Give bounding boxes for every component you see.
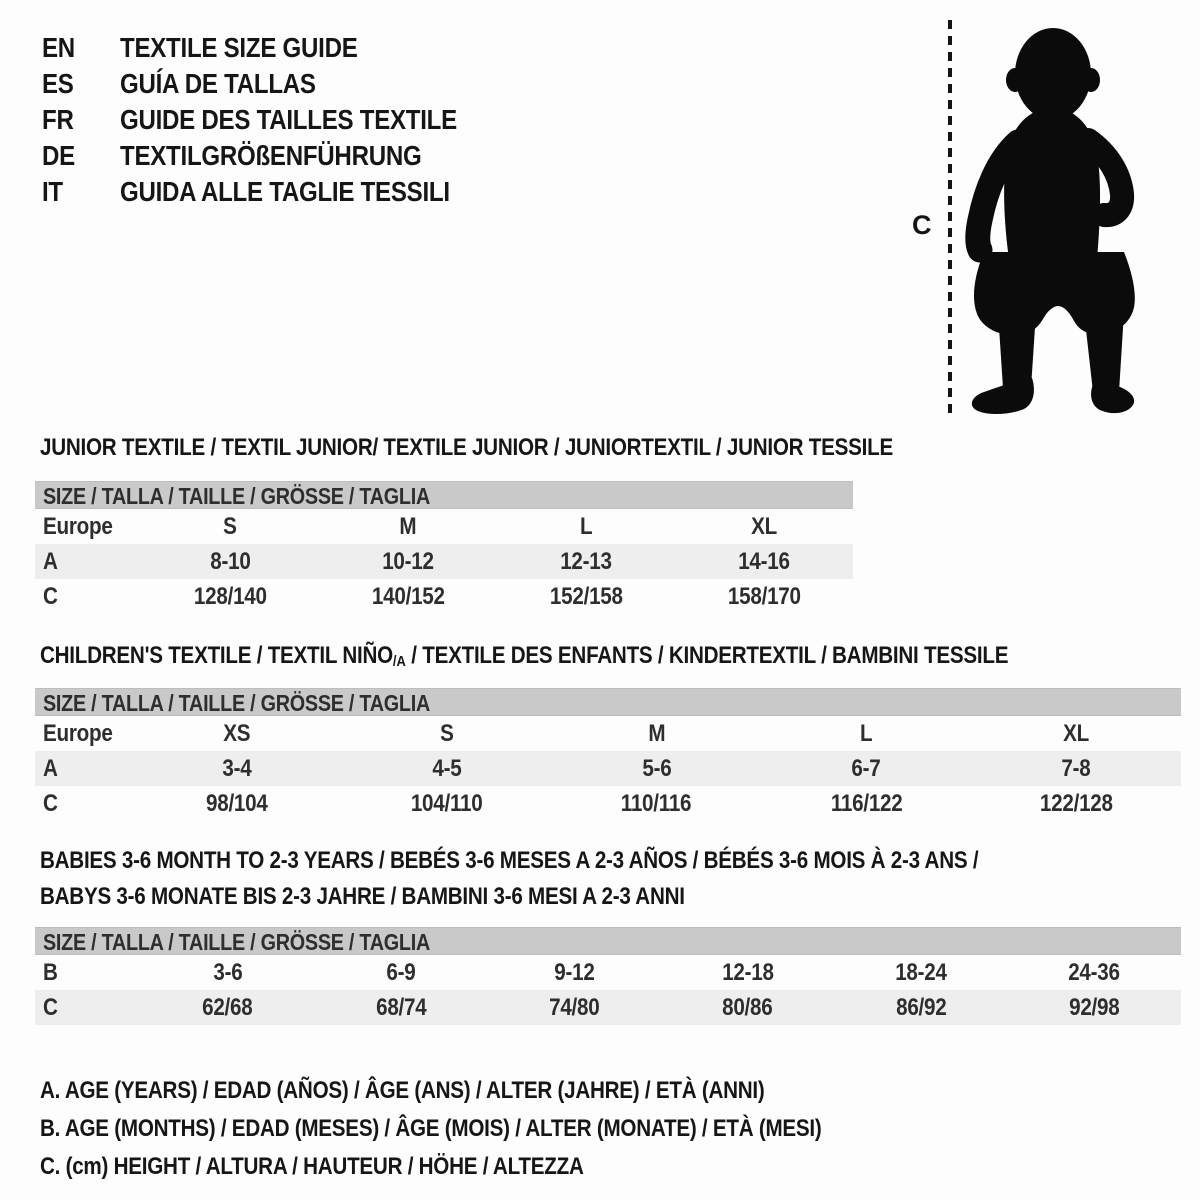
language-title: TEXTILGRÖßENFÜHRUNG: [120, 140, 422, 171]
size-value-cell: 3-6: [213, 959, 243, 986]
height-measure-label: C: [912, 210, 932, 240]
babies-table-rows: [35, 955, 1181, 1025]
size-value-cell: 68/74: [375, 994, 427, 1021]
size-value-cell: M: [399, 513, 417, 540]
language-title: TEXTILE SIZE GUIDE: [120, 32, 358, 63]
size-value-cell: XL: [751, 513, 777, 540]
size-value-cell: 152/158: [549, 583, 623, 610]
size-value-cell: 3-4: [222, 755, 252, 782]
size-value-cell: 74/80: [549, 994, 600, 1021]
size-value-cell: 158/170: [727, 583, 801, 610]
table-row: [35, 509, 853, 544]
height-dashed-line: [948, 20, 952, 416]
row-label: A: [43, 755, 58, 782]
size-value-cell: 8-10: [209, 548, 251, 575]
size-value-cell: 7-8: [1061, 755, 1091, 782]
size-value-cell: L: [860, 720, 873, 747]
size-value-cell: 116/122: [830, 790, 903, 817]
size-header-band: SIZE / TALLA / TAILLE / GRÖSSE / TAGLIA: [35, 927, 1181, 955]
row-label: C: [43, 994, 58, 1021]
size-value-cell: XS: [223, 720, 251, 747]
language-row-es: [42, 66, 512, 102]
size-header-band: SIZE / TALLA / TAILLE / GRÖSSE / TAGLIA: [35, 481, 853, 509]
size-value-cell: 62/68: [202, 994, 253, 1021]
size-value-cell: 128/140: [193, 583, 267, 610]
language-title: GUIDE DES TAILLES TEXTILE: [120, 104, 457, 135]
size-value-cell: 98/104: [206, 790, 268, 817]
language-title: GUIDA ALLE TAGLIE TESSILI: [120, 176, 450, 207]
size-value-cell: 122/128: [1039, 790, 1113, 817]
table-row: [35, 579, 853, 614]
size-value-cell: 6-7: [851, 755, 881, 782]
babies-size-table: [35, 927, 1181, 1025]
babies-section-title: BABIES 3-6 MONTH TO 2-3 YEARS / BEBÉS 3-6 MESES A 2-3 AÑOS / BÉBÉS 3-6 MOIS À 2-3 ANS / BABYS 3-6 MONATE BIS 2-3 JAHRE / BAMBINI 3-6 MESI A 2-3 ANNI: [40, 847, 979, 910]
junior-section-title: JUNIOR TEXTILE / TEXTIL JUNIOR/ TEXTILE JUNIOR / JUNIORTEXTIL / JUNIOR TESSILE: [40, 434, 893, 461]
size-value-cell: S: [439, 720, 454, 747]
language-title-block: [42, 30, 512, 210]
row-label: C: [43, 790, 58, 817]
language-row-de: [42, 138, 512, 174]
size-value-cell: 4-5: [432, 755, 462, 782]
size-header-band: SIZE / TALLA / TAILLE / GRÖSSE / TAGLIA: [35, 688, 1181, 716]
row-label: A: [43, 548, 58, 575]
size-value-cell: 18-24: [895, 959, 947, 986]
size-value-cell: 6-9: [386, 959, 416, 986]
size-value-cell: S: [223, 513, 237, 540]
size-value-cell: 86/92: [895, 994, 947, 1021]
language-row-en: [42, 30, 512, 66]
size-value-cell: 80/86: [722, 994, 773, 1021]
language-code: EN: [42, 32, 75, 63]
size-value-cell: 9-12: [554, 959, 595, 986]
size-value-cell: L: [579, 513, 593, 540]
row-label: Europe: [43, 720, 113, 747]
footnote-age-months: B. AGE (MONTHS) / EDAD (MESES) / ÂGE (MOIS) / ALTER (MONATE) / ETÀ (MESI): [40, 1115, 822, 1142]
row-label: C: [43, 583, 58, 610]
size-value-cell: XL: [1063, 720, 1090, 747]
language-code: ES: [42, 68, 74, 99]
size-value-cell: 10-12: [382, 548, 434, 575]
junior-size-table: [35, 481, 853, 614]
measurement-footnotes: [40, 1072, 949, 1186]
language-code: FR: [42, 104, 74, 135]
language-code: DE: [42, 140, 75, 171]
footnote-height-cm: C. (cm) HEIGHT / ALTURA / HAUTEUR / HÖHE / ALTEZZA: [40, 1153, 584, 1180]
table-row: [35, 786, 1181, 821]
table-row: [35, 751, 1181, 786]
children-section-title: CHILDREN'S TEXTILE / TEXTIL NIÑO/A / TEXTILE DES ENFANTS / KINDERTEXTIL / BAMBINI TESSILE: [40, 642, 1009, 670]
size-value-cell: 24-36: [1068, 959, 1121, 986]
table-row: [35, 716, 1181, 751]
row-label: Europe: [43, 513, 113, 540]
nino-a-subscript: /A: [392, 653, 406, 670]
language-title: GUÍA DE TALLAS: [120, 68, 316, 99]
language-row-it: [42, 174, 512, 210]
size-value-cell: 104/110: [410, 790, 483, 817]
table-row: [35, 955, 1181, 990]
toddler-silhouette-icon: [956, 14, 1141, 424]
size-value-cell: 110/116: [621, 790, 692, 817]
children-size-table: [35, 688, 1181, 821]
table-row: [35, 544, 853, 579]
size-value-cell: 140/152: [371, 583, 445, 610]
language-row-fr: [42, 102, 512, 138]
row-label: B: [43, 959, 58, 986]
size-value-cell: 92/98: [1069, 994, 1120, 1021]
size-value-cell: 14-16: [738, 548, 790, 575]
size-value-cell: M: [648, 720, 665, 747]
size-value-cell: 12-18: [721, 959, 774, 986]
language-code: IT: [42, 176, 63, 207]
size-value-cell: 5-6: [641, 755, 672, 782]
junior-table-rows: [35, 509, 853, 614]
footnote-age-years: A. AGE (YEARS) / EDAD (AÑOS) / ÂGE (ANS) / ALTER (JAHRE) / ETÀ (ANNI): [40, 1077, 765, 1104]
table-row: [35, 990, 1181, 1025]
children-table-rows: [35, 716, 1181, 821]
size-value-cell: 12-13: [560, 548, 612, 575]
